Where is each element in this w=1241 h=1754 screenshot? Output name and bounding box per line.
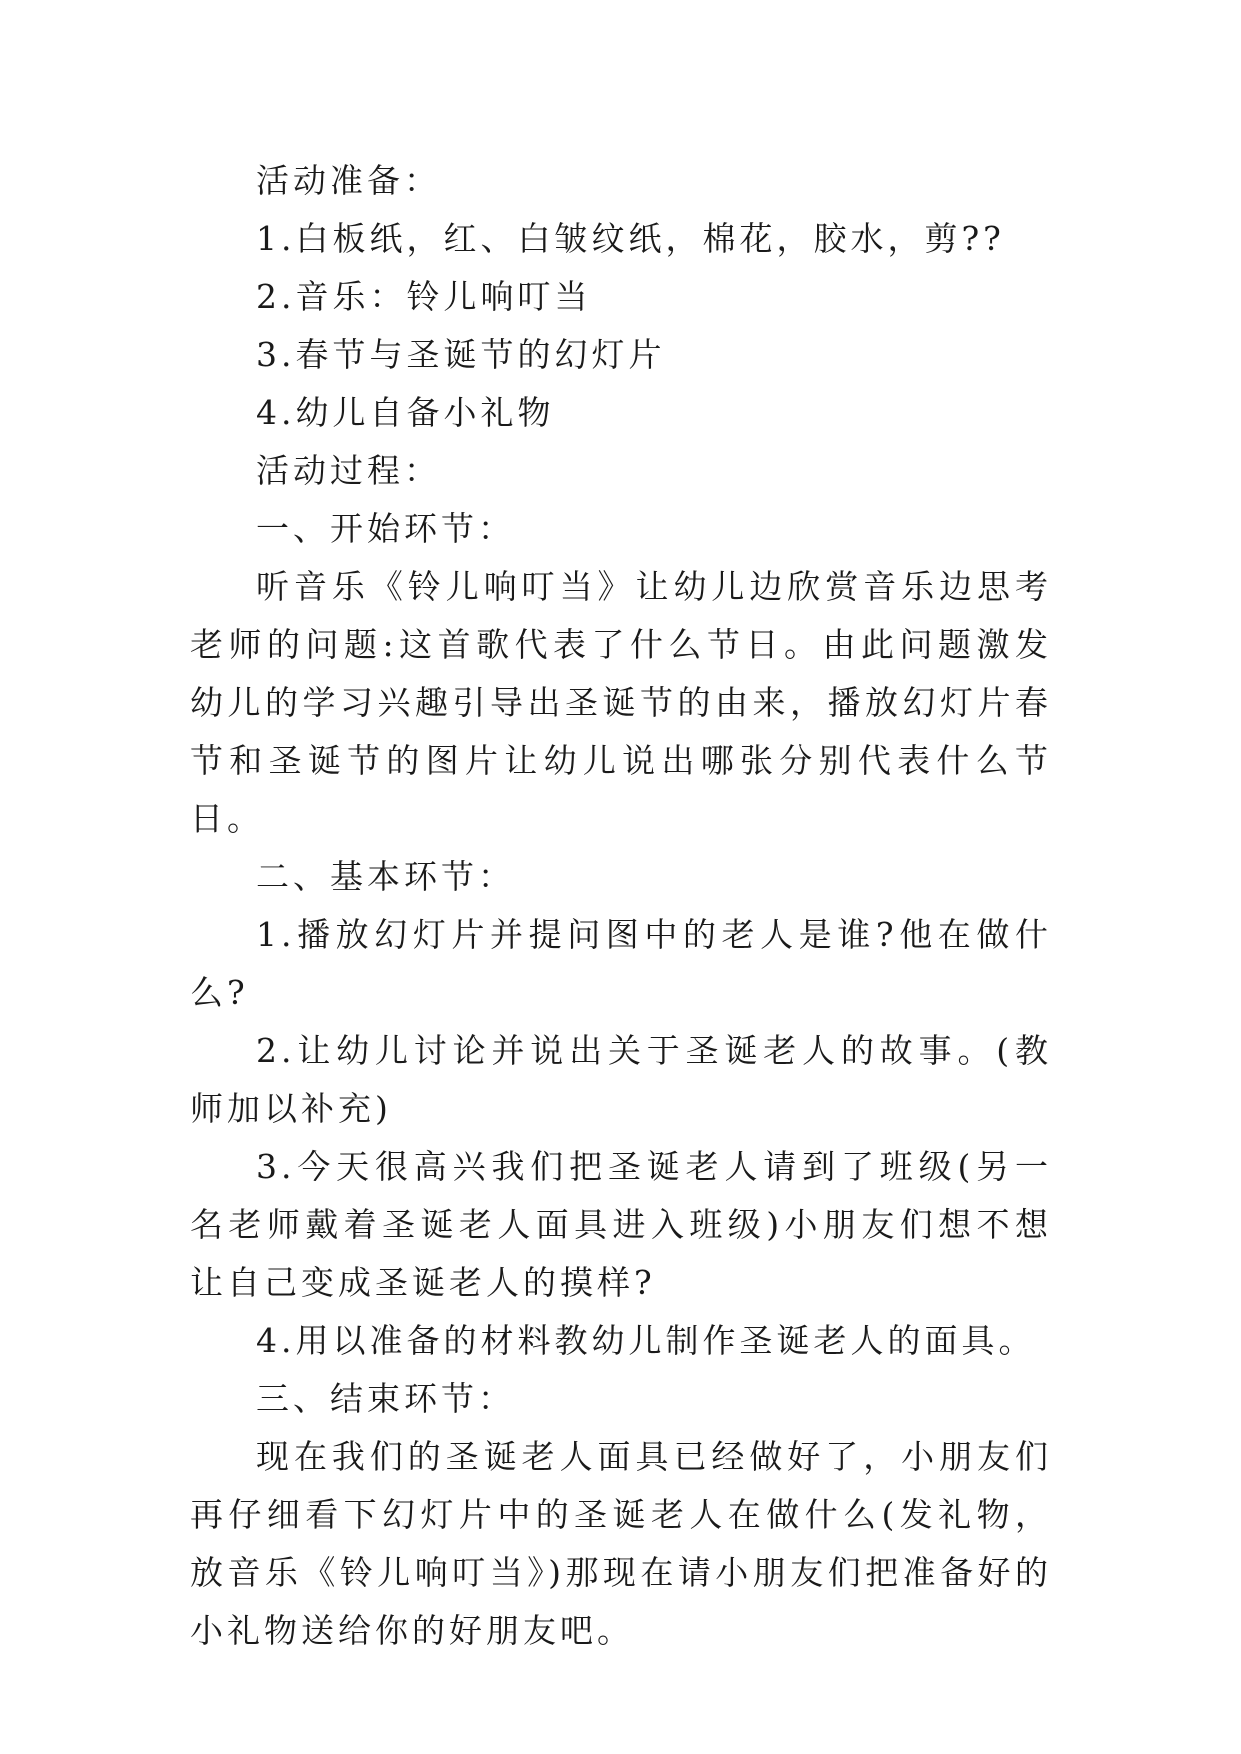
opening-paragraph: 听音乐《铃儿响叮当》让幼儿边欣赏音乐边思考老师的问题:这首歌代表了什么节日。由此问题激发幼儿的学习兴趣引导出圣诞节的由来，播放幻灯片春节和圣诞节的图片让幼儿说出哪张分别代表什么节日。	[190, 567, 1052, 838]
document-body	[190, 152, 1052, 1660]
preparation-item-2: 2.音乐：铃儿响叮当	[256, 277, 592, 316]
basic-step-2: 2.让幼儿讨论并说出关于圣诞老人的故事。(教师加以补充)	[190, 1031, 1052, 1128]
preparation-item-3: 3.春节与圣诞节的幻灯片	[256, 335, 666, 374]
section-heading-closing: 三、结束环节：	[256, 1379, 515, 1418]
section-heading-basic: 二、基本环节：	[256, 857, 515, 896]
heading-activity-process: 活动过程：	[256, 451, 441, 490]
basic-step-3: 3.今天很高兴我们把圣诞老人请到了班级(另一名老师戴着圣诞老人面具进入班级)小朋友们想不想让自己变成圣诞老人的摸样?	[190, 1147, 1052, 1302]
heading-activity-preparation: 活动准备：	[256, 161, 441, 200]
basic-step-1: 1.播放幻灯片并提问图中的老人是谁?他在做什么?	[190, 915, 1052, 1012]
closing-paragraph: 现在我们的圣诞老人面具已经做好了，小朋友们再仔细看下幻灯片中的圣诞老人在做什么(发礼物，放音乐《铃儿响叮当》)那现在请小朋友们把准备好的小礼物送给你的好朋友吧。	[190, 1437, 1052, 1650]
preparation-item-4: 4.幼儿自备小礼物	[256, 393, 555, 432]
basic-step-4: 4.用以准备的材料教幼儿制作圣诞老人的面具。	[256, 1321, 1036, 1360]
preparation-item-1: 1.白板纸，红、白皱纹纸，棉花，胶水，剪??	[256, 219, 1005, 258]
section-heading-opening: 一、开始环节：	[256, 509, 515, 548]
